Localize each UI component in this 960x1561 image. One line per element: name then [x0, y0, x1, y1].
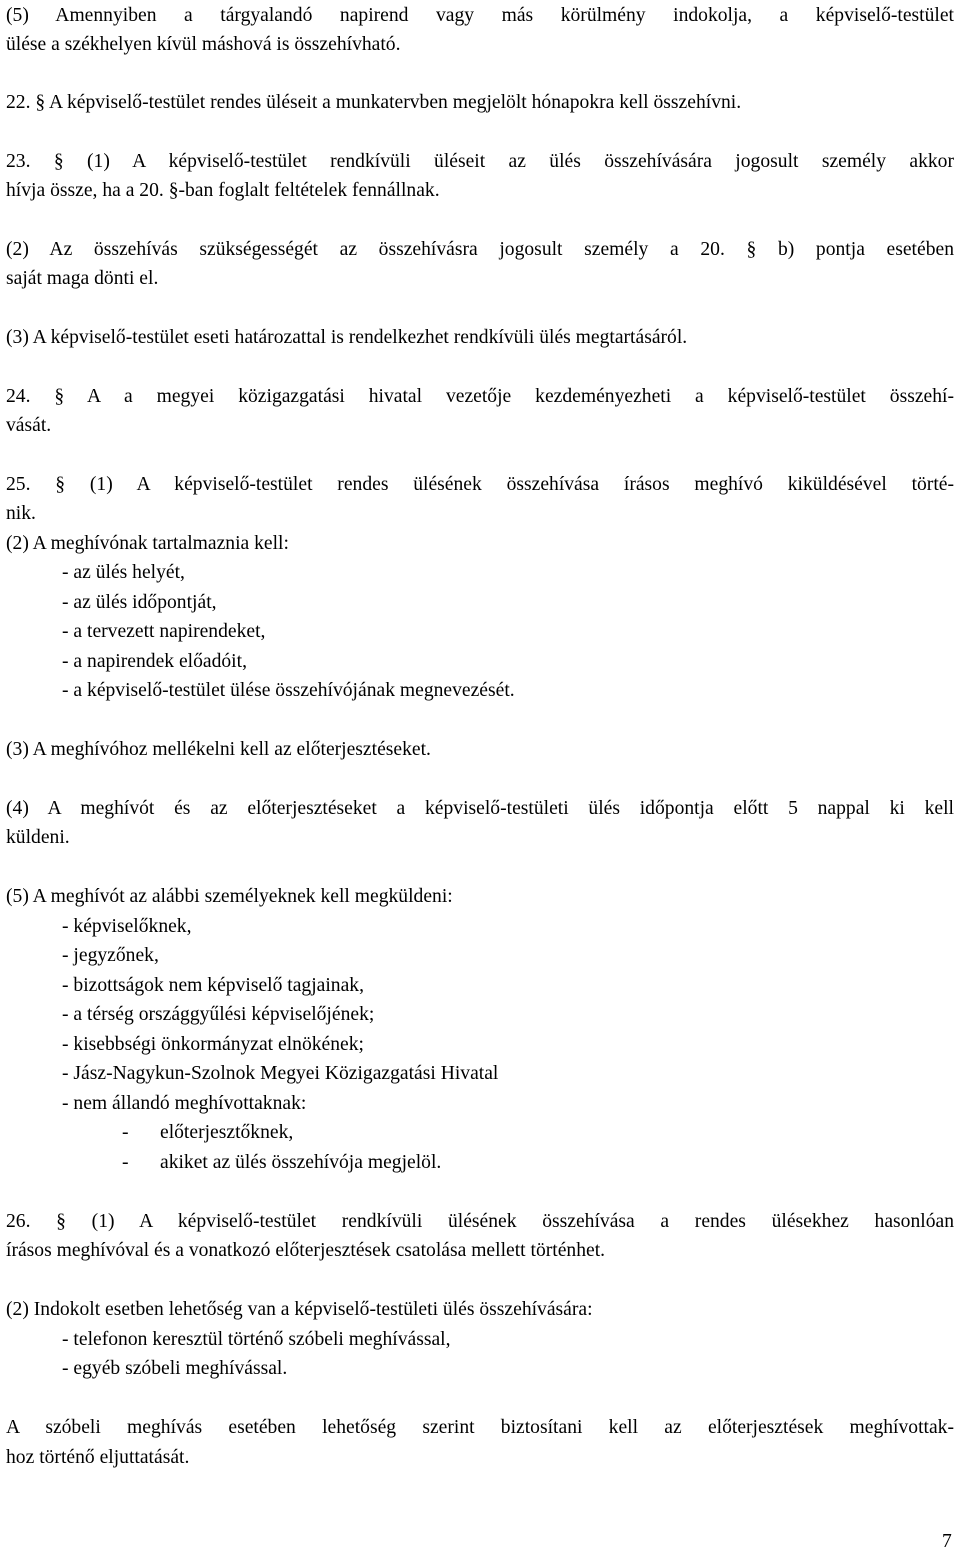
text-line: (5) A meghívót az alábbi személyeknek kell megküldeni: [6, 886, 453, 907]
list-item: - a tervezett napirendeket, [62, 621, 266, 642]
list-item: - a térség országgyűlési képviselőjének; [62, 1004, 375, 1025]
text-line: (2) Indokolt esetben lehetőség van a képviselő-testületi ülés összehívására: [6, 1299, 593, 1320]
text-line: küldeni. [6, 827, 70, 848]
sublist-dash: - [122, 1122, 129, 1143]
text-line: hívja össze, ha a 20. §-ban foglalt feltételek fennállnak. [6, 180, 440, 201]
list-item: - a napirendek előadóit, [62, 651, 247, 672]
text-line: nik. [6, 503, 36, 524]
text-line: (2) Az összehívás szükségességét az összehívásra jogosult személy a 20. § b) pontja esetében [6, 239, 954, 260]
text-line: 23. § (1) A képviselő-testület rendkívüli üléseit az ülés összehívására jogosult személy akkor [6, 151, 954, 172]
text-line: saját maga dönti el. [6, 268, 159, 289]
sublist-dash: - [122, 1152, 129, 1173]
list-item: - a képviselő-testület ülése összehívójának megnevezését. [62, 680, 515, 701]
list-item: - jegyzőnek, [62, 945, 159, 966]
text-line: (3) A meghívóhoz mellékelni kell az előterjesztéseket. [6, 739, 431, 760]
list-item: - bizottságok nem képviselő tagjainak, [62, 975, 364, 996]
text-line: írásos meghívóval és a vonatkozó előterjesztések csatolása mellett történhet. [6, 1240, 606, 1261]
list-item: - nem állandó meghívottaknak: [62, 1093, 307, 1114]
text-line: vását. [6, 415, 52, 436]
text-line: 22. § A képviselő-testület rendes üléseit a munkatervben megjelölt hónapokra kell összehívni. [6, 92, 742, 113]
list-item: - az ülés időpontját, [62, 592, 217, 613]
text-line: 25. § (1) A képviselő-testület rendes ülésének összehívása írásos meghívó kiküldésével törté- [6, 474, 954, 495]
text-line: (5) Amennyiben a tárgyalandó napirend vagy más körülmény indokolja, a képviselő-testület [6, 5, 954, 26]
sublist-item: előterjesztőknek, [160, 1122, 294, 1143]
sublist-item: akiket az ülés összehívója megjelöl. [160, 1152, 442, 1173]
list-item: - képviselőknek, [62, 916, 192, 937]
list-item: - kisebbségi önkormányzat elnökének; [62, 1034, 364, 1055]
text-line: A szóbeli meghívás esetében lehetőség szerint biztosítani kell az előterjesztések meghívottak- [6, 1417, 954, 1438]
text-line: (2) A meghívónak tartalmaznia kell: [6, 533, 289, 554]
text-line: ülése a székhelyen kívül máshová is összehívható. [6, 34, 401, 55]
list-item: - Jász-Nagykun-Szolnok Megyei Közigazgatási Hivatal [62, 1063, 499, 1084]
list-item: - telefonon keresztül történő szóbeli meghívással, [62, 1329, 451, 1350]
list-item: - az ülés helyét, [62, 562, 185, 583]
list-item: - egyéb szóbeli meghívással. [62, 1358, 288, 1379]
text-line: 26. § (1) A képviselő-testület rendkívüli ülésének összehívása a rendes ülésekhez hasonlóan [6, 1211, 954, 1232]
page-number: 7 [942, 1531, 952, 1552]
text-line: (3) A képviselő-testület eseti határozattal is rendelkezhet rendkívüli ülés megtartásáról. [6, 327, 688, 348]
text-line: hoz történő eljuttatását. [6, 1447, 190, 1468]
text-line: (4) A meghívót és az előterjesztéseket a képviselő-testületi ülés időpontja előtt 5 nappal ki kell [6, 798, 954, 819]
text-line: 24. § A a megyei közigazgatási hivatal vezetője kezdeményezheti a képviselő-testület összehí- [6, 386, 954, 407]
